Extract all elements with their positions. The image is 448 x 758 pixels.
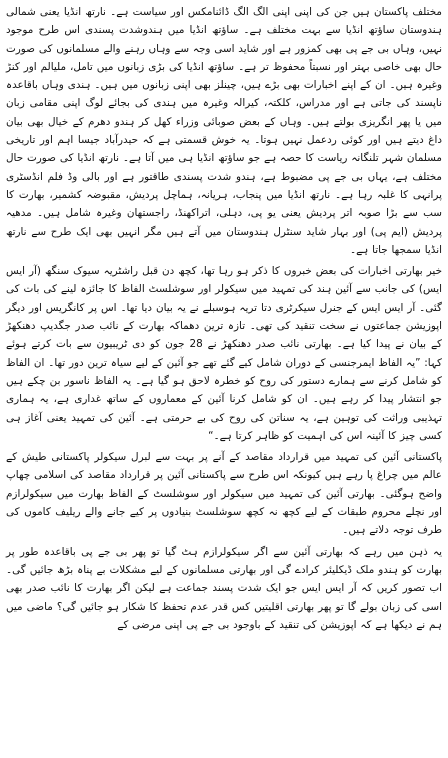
paragraph-regional-divide: مختلف پاکستان ہیں جن کی اپنی اپنی الگ الگ ڈائنامکس اور سیاست ہے۔ نارتھ انڈیا یعنی شمالی ہندوستان ساؤتھ انڈیا سے بہت مختلف ہے۔ ساؤتھ انڈیا میں ہندوشدت پسندی اس طرح موجود نہیں، وہاں بی جے پی بھی کمزور ہے اور شاید اسی وجہ سے وہاں رہنے والے مسلمانوں کی صورت حال بھی خاصی بہتر اور نسبتاً محفوظ تر ہے۔ ساؤتھ انڈیا کی بڑی زبانوں میں تامل، ملیالم اور کنڑ وغیرہ ہیں۔ ان کے اپنے اخبارات بھی بڑے ہیں، چینلز بھی اپنی زبانوں میں ہیں۔ ہندی وہاں باقاعدہ ناپسند کی جاتی ہے اور مدراس، کلکتہ، کیرالہ وغیرہ میں ہندی کی بجائے لوگ اپنی مقامی زبان میں یا پھر انگریزی بولتے ہیں۔ وہاں کے بعض صوبائی وزراء کھل کر ہندو دھرم کے خیال بھی بیان داغ دیتے ہیں اور کوئی ردعمل نہیں ہوتا۔ یہ خوش قسمتی ہے کہ حیدرآباد جیسا اہم اور تاریخی مسلمان شہر تلنگانہ ریاست کا حصہ ہے جو ساؤتھ انڈیا ہی میں آتا ہے۔ نارتھ انڈیا کی صورت حال مختلف ہے، یہاں بی جے پی مضبوط ہے، ہندو شدت پسندی طاقتور ہے اور بالی وڈ فلم انڈسٹری پرانہی کا غلبہ رہا ہے۔ نارتھ انڈیا میں پنجاب، ہریانہ، ہماچل پردیش، مقبوضہ کشمیر، بھارت کا سب سے بڑا صوبہ اتر پردیش یعنی یو پی، دہلی، اتراکھنڈ، راجستھان وغیرہ شامل ہیں۔ مدھیہ پردیش (ایم پی) اور بہار شاید سنٹرل ہندوستان میں آتے ہیں مگر انہیں بھی ایک طرح سے نارتھ انڈیا سمجھا جاتا ہے۔ [6, 6, 442, 256]
paragraph-pakistan-comparison: پاکستانی آئین کی تمہید میں قرارداد مقاصد کے آنے پر بہت سے لبرل سیکولر پاکستانی طیش کے عالم میں چراغ پا رہے ہیں کیونکہ اس طرح سے پاکستانی آئین پر قرارداد مقاصد کی اسلامی چھاپ واضح ہوگئی۔ بھارتی آئین کی تمہید میں سیکولر اور سوشلسٹ کے الفاظ بھارت میں سیکولرازم اور نچلے محروم طبقات کے لیے کچھ نہ کچھ سوشلسٹ بنیادوں پر کیے جانے والے ریلیف کاموں کی طرف توجہ دلاتے ہیں۔ [6, 451, 442, 537]
paragraph-secularism-warning: یہ ذہن میں رہے کہ بھارتی آئین سے اگر سیکولرازم ہٹ گیا تو پھر بی جے پی باقاعدہ طور پر بھارت کو ہندو ملک ڈیکلیئر کرادے گی اور بھارتی مسلمانوں کے لیے مشکلات بے پناہ بڑھ جائیں گی۔ اب تصور کریں کہ آر ایس ایس جو ایک شدت پسند جماعت ہے لیکن اگر بھارت کا نائب صدر بھی اسی کی زبان بولے گا تو پھر بھارتی اقلیتیں کس قدر عدم تحفظ کا شکار ہو جائیں گی؟ ماضی میں ہم نے دیکھا ہے کہ اپوزیشن کی تنقید کے باوجود بی جے پی اپنی مرضی کے [6, 545, 442, 631]
paragraph-rss-statement: خیر بھارتی اخبارات کی بعض خبروں کا ذکر ہو رہا تھا، کچھ دن قبل راشٹریہ سیوک سنگھ (آر ایس ایس) کی جانب سے آئین ہند کی تمہید میں سیکولر اور سوشلسٹ الفاظ کا جائزہ لینے کی بات کی گئی۔ آر ایس ایس کے جنرل سیکرٹری دتا تریہ ہوسبلے نے یہ بیان دیا تھا۔ اس پر کانگریس اور دیگر اپوزیشن جماعتوں نے سخت تنقید کی تھی۔ تازہ ترین دھماکہ بھارت کے نائب صدر جگدیپ دھنکھڑ کے بیان نے پیدا کیا ہے۔ بھارتی نائب صدر دھنکھڑ نے 28 جون کو دی ٹریبیون سے بات کرتے ہوئے کہا: ”یہ الفاظ ایمرجنسی کے دوران شامل کیے گئے تھے جو آئین کے لیے سیاہ ترین دور تھا۔ ان الفاظ کو شامل کرنے سے ہمارے دستور کی روح کو خطرہ لاحق ہو گیا ہے۔ یہ الفاظ ناسور بن چکے ہیں جو انتشار پیدا کر رہے ہیں۔ ان کو شامل کرنا آئین کے معماروں کے ساتھ غداری ہے، یہ ہماری تہذیبی وراثت کی توہین ہے، یہ سناتن کی روح کی بے حرمتی ہے۔ آئین کی تمہید یعنی آغاز ہی کسی چیز کا آئینہ اس کی اہمیت کو ظاہر کرتا ہے۔“ [6, 265, 443, 442]
